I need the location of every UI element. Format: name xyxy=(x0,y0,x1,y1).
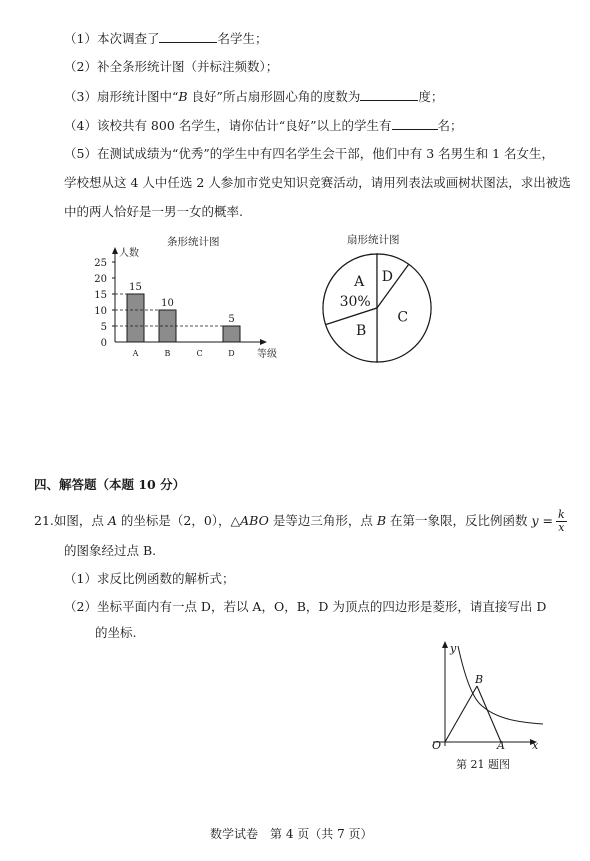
q21-text-c: 是等边三角形，点 xyxy=(268,513,377,528)
bar-data-label: 15 xyxy=(129,282,142,293)
question-5-line-1: （5）在测试成绩为“优秀”的学生中有四名学生会干部，他们中有 3 名男生和 1 名女生， xyxy=(64,146,555,161)
segment-ob xyxy=(445,686,477,742)
bar-x-tick-label: B xyxy=(164,349,171,358)
bar-x-label: 等级 xyxy=(257,349,277,360)
question-21-sub-1: （1）求反比例函数的解析式； xyxy=(64,571,235,586)
question-4 xyxy=(64,117,463,134)
bar-data-label: 10 xyxy=(161,298,174,309)
question-3-suffix: 度； xyxy=(418,89,444,104)
label-o: O xyxy=(432,739,442,752)
segment-ba xyxy=(477,686,501,742)
bar-x-tick-label: D xyxy=(228,349,235,358)
bar-y-tick-label: 20 xyxy=(94,274,107,285)
question-3-b: B xyxy=(178,89,188,104)
question-4-suffix: 名； xyxy=(437,118,463,133)
bar-y-tick-label: 25 xyxy=(94,258,107,269)
question-21-sub-2-line-2: 的坐标. xyxy=(95,625,137,640)
pie-label: C xyxy=(397,309,409,326)
pie-label: B xyxy=(355,322,367,339)
answer-blank xyxy=(392,117,438,130)
label-a: A xyxy=(497,739,505,752)
fraction-numerator: k xyxy=(557,508,565,521)
q21-triangle: ABO xyxy=(240,513,269,528)
question-3-mid: 良好”所占扇形圆心角的度数为 xyxy=(187,89,361,104)
bar-y-tick-label: 5 xyxy=(100,322,107,333)
bar-D xyxy=(223,326,240,342)
y-axis-arrow xyxy=(442,641,448,648)
label-b: B xyxy=(475,673,484,686)
question-3-text: （3）扇形统计图中“ xyxy=(64,89,179,104)
label-x: x xyxy=(532,739,539,752)
figure-21-caption: 第 21 题图 xyxy=(456,758,510,771)
bar-chart xyxy=(85,236,295,366)
question-4-text: （4）该校共有 800 名学生，请你估计“良好”以上的学生有 xyxy=(64,118,392,133)
bar-y-axis-arrow xyxy=(112,247,118,254)
fraction-denominator: x xyxy=(558,521,565,534)
q21-point-b: B xyxy=(376,513,386,528)
bar-x-axis-arrow xyxy=(260,339,267,345)
pie-chart-title: 扇形统计图 xyxy=(347,234,400,246)
q21-y-equals: y = xyxy=(531,513,553,528)
bar-y-tick-label: 0 xyxy=(100,338,107,349)
figure-21 xyxy=(425,638,560,756)
bar-A xyxy=(127,294,144,342)
answer-blank xyxy=(159,30,217,43)
question-21-line-2: 的图象经过点 B. xyxy=(64,543,157,558)
question-5-line-3: 中的两人恰好是一男一女的概率. xyxy=(64,204,243,219)
q21-text-a: 如图，点 xyxy=(53,513,108,528)
page-footer: 数学试卷 第 4 页（共 7 页） xyxy=(210,827,373,841)
question-1 xyxy=(64,30,267,47)
pie-percent-label: 30% xyxy=(339,294,371,311)
pie-label: A xyxy=(354,274,365,291)
q21-text-d: 在第一象限，反比例函数 xyxy=(386,513,532,528)
bar-y-label: 人数 xyxy=(119,248,139,259)
hyperbola-curve xyxy=(458,646,543,724)
question-5-line-2: 学校想从这 4 人中任选 2 人参加市党史知识竞赛活动，请用列表法或画树状图法，求出被选 xyxy=(64,175,571,190)
pie-chart xyxy=(310,242,445,372)
question-21-line-1 xyxy=(34,507,567,535)
label-y: y xyxy=(450,642,457,655)
question-1-suffix: 名学生； xyxy=(217,31,268,46)
fraction-k-over-x xyxy=(556,509,567,534)
question-21-number: 21. xyxy=(34,513,54,528)
q21-point-a: A xyxy=(107,513,117,528)
bar-chart-title: 条形统计图 xyxy=(167,236,220,248)
bar-x-tick-label: A xyxy=(132,349,139,358)
q21-text-b: 的坐标是（2，0），△ xyxy=(116,513,241,528)
question-2: （2）补全条形统计图（并标注频数）； xyxy=(64,59,279,74)
answer-blank xyxy=(360,88,418,101)
question-1-text: （1）本次调查了 xyxy=(64,31,160,46)
bar-y-tick-label: 10 xyxy=(94,306,107,317)
section-heading: 四、解答题（本题 10 分） xyxy=(34,477,186,492)
bar-data-label: 5 xyxy=(228,314,235,325)
question-3 xyxy=(64,88,443,105)
bar-x-tick-label: C xyxy=(196,349,203,358)
bar-y-tick-label: 15 xyxy=(94,290,107,301)
pie-label: D xyxy=(381,269,393,286)
question-21-sub-2-line-1: （2）坐标平面内有一点 D，若以 A，O，B，D 为顶点的四边形是菱形，请直接写出 D xyxy=(64,599,547,614)
